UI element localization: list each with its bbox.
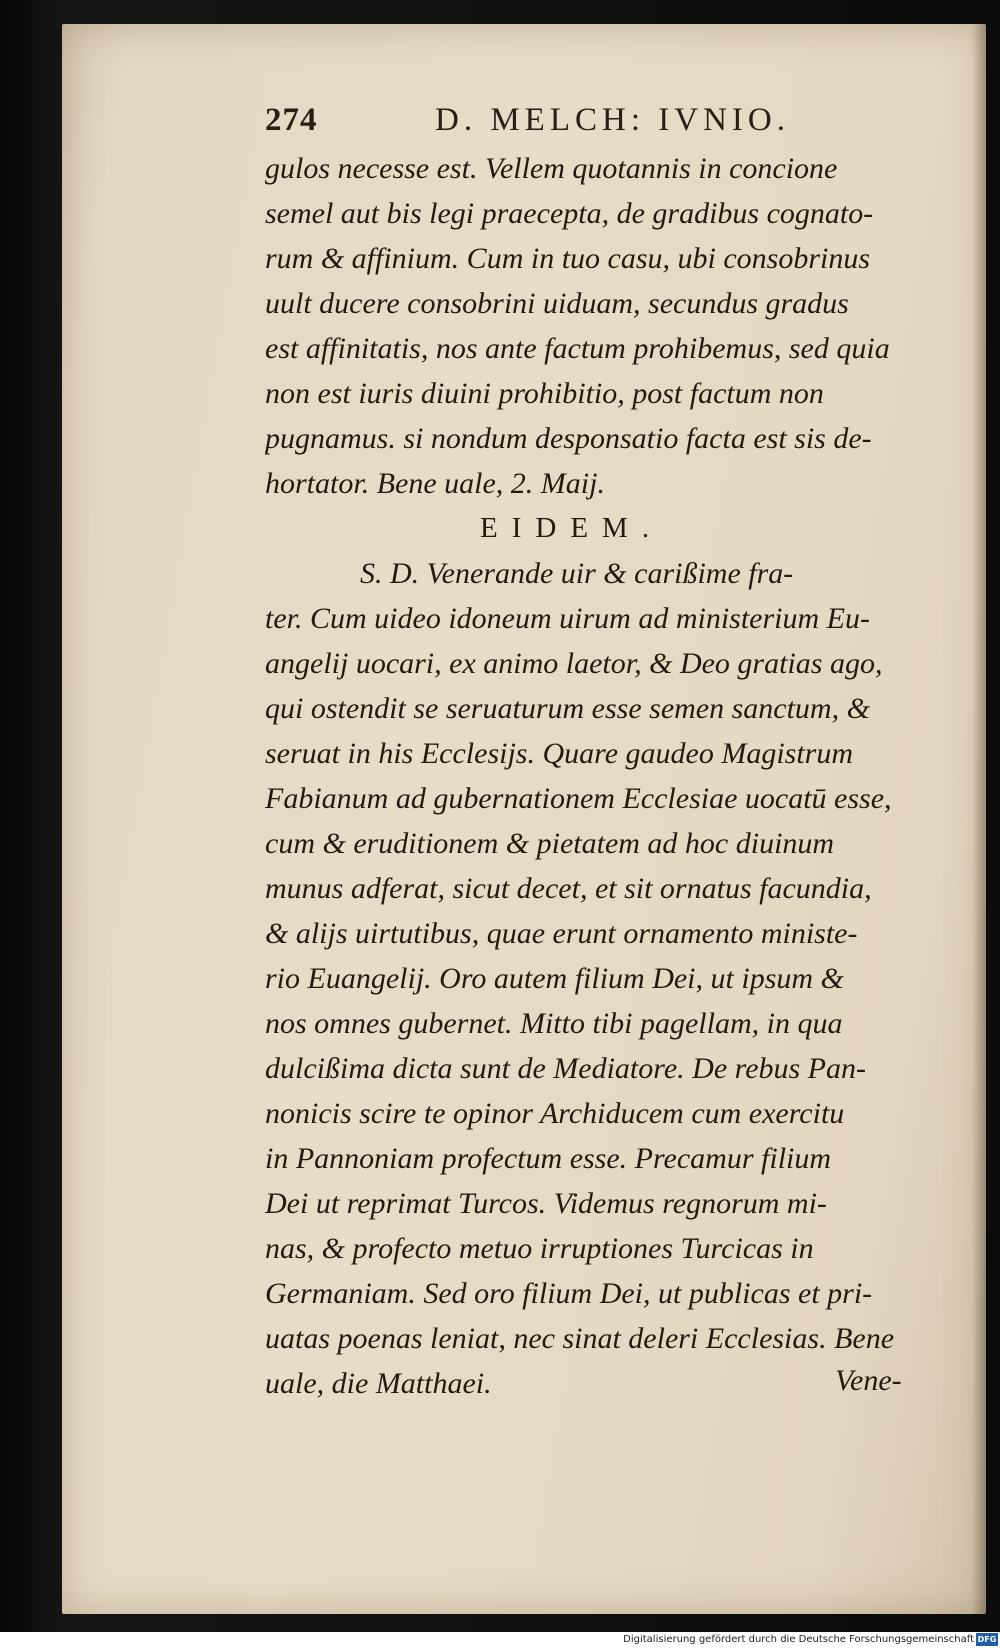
funding-credit: Digitalisierung gefördert durch die Deutsche Forschungsgemeinschaft (623, 1634, 974, 1645)
text-line: dulcißima dicta sunt de Mediatore. De rebus Pan- (265, 1052, 866, 1085)
text-line: & alijs uirtutibus, quae erunt ornamento ministe- (265, 917, 858, 950)
text-line: munus adferat, sicut decet, et sit ornatus facundia, (265, 872, 872, 905)
text-line: pugnamus. si nondum desponsatio facta est sis de- (265, 422, 872, 455)
text-line: cum & eruditionem & pietatem ad hoc diuinum (265, 827, 835, 860)
text-line: gulos necesse est. Vellem quotannis in concione (265, 152, 838, 185)
digitization-footer (0, 1632, 1000, 1648)
text-line: in Pannoniam profectum esse. Precamur filium (265, 1142, 832, 1175)
letter-heading: EIDEM. (480, 512, 664, 544)
running-head (265, 102, 825, 146)
text-line: uult ducere consobrini uiduam, secundus gradus (265, 287, 849, 320)
letter-text (265, 146, 965, 1406)
text-line: Dei ut reprimat Turcos. Videmus regnorum mi- (265, 1187, 827, 1220)
text-line: nonicis scire te opinor Archiducem cum exercitu (265, 1097, 845, 1130)
text-line: qui ostendit se seruaturum esse semen sanctum, & (265, 692, 870, 725)
text-line: non est iuris diuini prohibitio, post factum non (265, 377, 824, 410)
running-title: D. MELCH: IVNIO. (435, 102, 790, 138)
text-line: uatas poenas leniat, nec sinat deleri Ecclesias. Bene (265, 1322, 895, 1355)
text-line: Fabianum ad gubernationem Ecclesiae uocatū esse, (265, 782, 892, 815)
text-line: ter. Cum uideo idoneum uirum ad ministerium Eu- (265, 602, 870, 635)
text-line: semel aut bis legi praecepta, de gradibus cognato- (265, 197, 874, 230)
text-line: uale, die Matthaei. (265, 1367, 492, 1400)
text-line: S. D. Venerande uir & carißime fra- (360, 557, 794, 590)
text-line: nas, & profecto metuo irruptiones Turcicas in (265, 1232, 814, 1265)
page-edge-shadow (972, 24, 986, 1614)
dfg-logo-icon: DFG (977, 1635, 997, 1644)
text-line: hortator. Bene uale, 2. Maij. (265, 467, 605, 500)
text-line: rum & affinium. Cum in tuo casu, ubi consobrinus (265, 242, 871, 275)
catchword: Vene- (835, 1364, 902, 1397)
text-line: nos omnes gubernet. Mitto tibi pagellam, in qua (265, 1007, 843, 1040)
text-line: est affinitatis, nos ante factum prohibemus, sed quia (265, 332, 890, 365)
page-number: 274 (265, 102, 318, 138)
text-line: Germaniam. Sed oro filium Dei, ut publicas et pri- (265, 1277, 873, 1310)
text-line: rio Euangelij. Oro autem filium Dei, ut ipsum & (265, 962, 844, 995)
text-line: seruat in his Ecclesijs. Quare gaudeo Magistrum (265, 737, 854, 770)
text-line: angelij uocari, ex animo laetor, & Deo gratias ago, (265, 647, 883, 680)
